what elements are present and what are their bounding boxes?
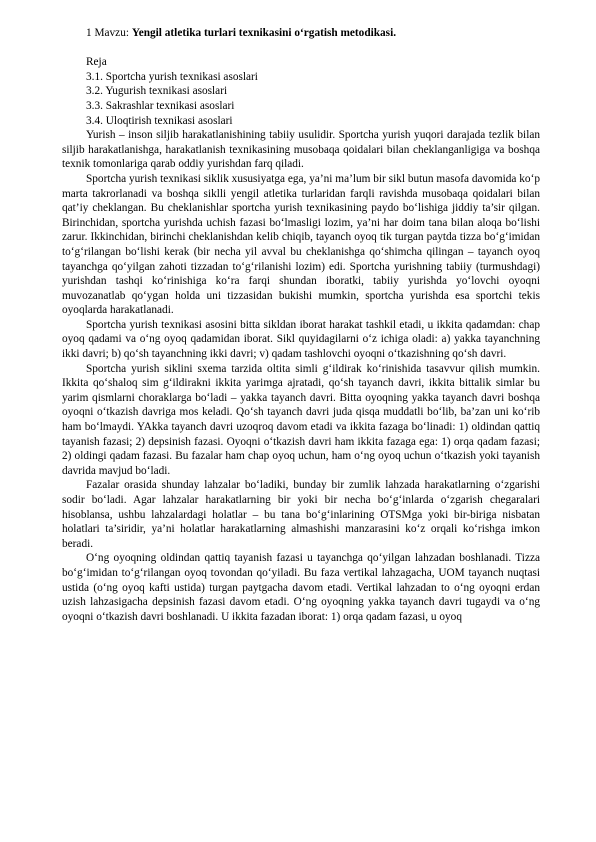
plan-item: 3.3. Sakrashlar texnikasi asoslari [86, 99, 235, 112]
plan-item: 3.4. Uloqtirish texnikasi asoslari [86, 114, 233, 127]
body-paragraph: Sportcha yurish texnikasi siklik xususiyatga ega, ya’ni ma’lum bir sikl butun masofa davomida ko‘p marta takrorlanadi va boshqa siklli yengil atletika turlaridan farqli ravishda musobaqa qoidalari bilan qat’iy cheklangan. Bu cheklanishlar sportcha yurish texnikasining paydo bo‘lishiga jiddiy ta’sir qilgan. Birinchidan, sportcha yurishda uchish fazasi bo‘lmasligi lozim, ya’ni har doim tana bilan aloqa bo‘lishi zarur. Ikkinchidan, birinchi cheklanishdan kelib chiqib, tayanch oyoq tik turgan paytda tizza bo‘g‘imidan to‘g‘rilangan bo‘lishi kerak (bir necha yil avval bu cheklanishga qo‘shimcha qilingan – tayanch oyoq tayanchga qo‘yilgan zahoti tizzadan to‘g‘rilanishi lozim) edi. Sportcha yurishning tabiiy (turmushdagi) yurishdan tashqi ko‘rinishiga ko‘ra farqi shundan iboratki, tabiiy yurishda yo‘lovchi oyoqni muvozanatlab qo‘ygan holda uni tizzasidan bukishi mumkin, sportcha yurishda esa sportchi tekis oyoqlarda harakatlanadi. [62, 172, 540, 317]
plan-item: 3.1. Sportcha yurish texnikasi asoslari [86, 70, 258, 83]
body-paragraph: O‘ng oyoqning oldindan qattiq tayanish fazasi u tayanchga qo‘yilgan lahzadan boshlanadi. Tizza bo‘g‘imidan to‘g‘rilangan oyoq tovondan qo‘yiladi. Bu faza vertikal lahzagacha, UOM tayanch nuqtasi ustida (o‘ng oyoq kafti ustida) turgan paytgacha davom etadi. Vertikal lahzadan to o‘ng oyoqni erdan uzish lahzasigacha depsinish fazasi davom etadi. O‘ng oyoqning yakka tayanch davri tugaydi va o‘ng oyoqni o‘tkazish davri boshlanadi. U ikkita fazadan iborat: 1) orqa qadam fazasi, u oyoq [62, 552, 540, 623]
topic-prefix: 1 Mavzu: [86, 27, 129, 39]
plan-item: 3.2. Yugurish texnikasi asoslari [86, 85, 228, 98]
topic-title: Yengil atletika turlari texnikasini o‘rgatish metodikasi. [131, 27, 397, 39]
document-page [62, 26, 540, 624]
body-paragraph: Sportcha yurish siklini sxema tarzida oltita simli g‘ildirak ko‘rinishida tasavvur qilish mumkin. Ikkita qo‘shaloq sim g‘ildirakni ikkita yarimga ajratadi, qo‘sh tayanch davri, ikkita bittalik simlar bu yarim qismlarni choraklarga bo‘ladi – yakka tayanch davri. Bitta oyoqning yakka tayanch davri boshqa oyoqni o‘tkazish davriga mos keladi. Qo‘sh tayanch davri juda qisqa muddatli bo‘lib, ba’zan uni ko‘rib ham bo‘lmaydi. YAkka tayanch davri uzoqroq davom etadi va ikkita fazaga bo‘linadi: 1) oldindan qattiq tayanish fazasi; 2) depsinish fazasi. Oyoqni o‘tkazish davri ham ikkita fazaga ega: 1) orqa qadam fazasi; 2) oldingi qadam fazasi. Bu fazalar ham chap oyoq uchun, ham o‘ng oyoq uchun o‘tkazish yoki tayanish davrida mavjud bo‘ladi. [62, 362, 540, 477]
body-paragraph: Sportcha yurish texnikasi asosini bitta sikldan iborat harakat tashkil etadi, u ikkita qadamdan: chap oyoq qadami va o‘ng oyoq qadamidan iborat. Sikl quyidagilarni o‘z ichiga oladi: a) yakka tayanchning ikki davri; b) qo‘sh tayanchning ikki davri; v) qadam tashlovchi oyoqni o‘tkazishning qo‘sh davri. [62, 318, 540, 361]
body-paragraph: Fazalar orasida shunday lahzalar bo‘ladiki, bunday bir zumlik lahzada harakatlarning o‘zgarishi sodir bo‘ladi. Agar lahzalar harakatlarning bir yoki bir necha bo‘g‘inlarda o‘zgarish chegaralari hisoblansa, ushbu lahzalardagi holatlar – bu tana bo‘g‘inlarining OTSMga yoki bir-biriga nisbatan holatlari ta’siridir, ya’ni holatlar harakatlarning almashishi manzarasini ko‘z orqali ko‘rishga imkon beradi. [62, 479, 540, 550]
topic-heading [62, 26, 540, 41]
body-paragraph: Yurish – inson siljib harakatlanishining tabiiy usulidir. Sportcha yurish yuqori darajada tezlik bilan siljib harakatlanishga, harakatlanish texnikasining musobaqa qoidalari bilan cheklanganligiga va boshqa texnik tomonlariga qarab oddiy yurishdan farq qiladi. [62, 129, 540, 171]
plan-section [62, 55, 540, 128]
plan-heading: Reja [86, 56, 107, 69]
